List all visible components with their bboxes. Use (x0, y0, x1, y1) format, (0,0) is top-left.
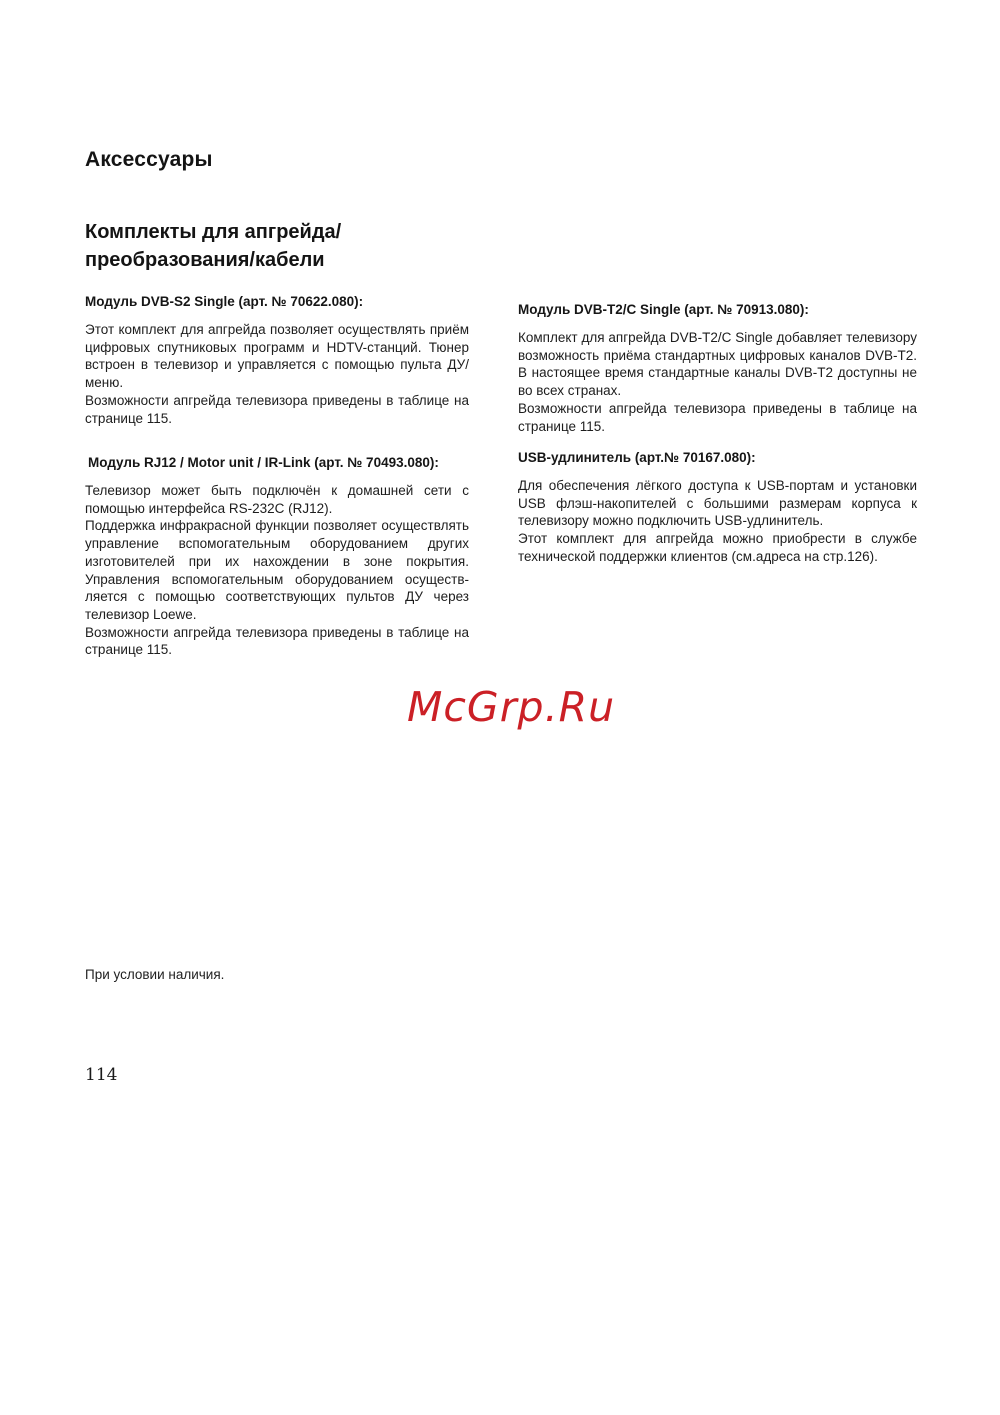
paragraph: Этот комплект для апгрейда позволяет осуществлять приём цифровых спутниковых программ и HDTV-станций. Тюнер встроен в телевизор и управляется с помощью пульта ДУ/меню. (85, 322, 469, 391)
page-title: Аксессуары (85, 148, 213, 171)
page-number: 114 (85, 1065, 118, 1085)
heading-module-dvb-t2c: Модуль DVB-T2/C Single (арт. № 70913.080): (518, 302, 809, 317)
body-module-dvb-t2c (518, 329, 917, 435)
section-group-title (85, 218, 341, 274)
heading-module-rj12: Модуль RJ12 / Motor unit / IR-Link (арт. № 70493.080): (88, 455, 439, 470)
paragraph: Для обеспечения лёгкого доступа к USB-портам и установки USB флэш-накопителей с большими размерам корпуса к телевизору можно подключить USB-удлинитель. (518, 478, 917, 529)
paragraph: Этот комплект для апгрейда можно приобрести в службе технической поддержки клиентов (см.адреса на стр.126). (518, 531, 917, 564)
section-group-title-line1: Комплекты для апгрейда/ (85, 221, 342, 243)
heading-usb-extension: USB-удлинитель (арт.№ 70167.080): (518, 450, 756, 465)
paragraph: Телевизор может быть подключён к домашней сети с помощью интерфейса RS-232C (RJ12). (85, 483, 469, 516)
paragraph: Возможности апгрейда телевизора приведены в таблице на странице 115. (518, 400, 917, 434)
availability-note: При условии наличия. (85, 967, 225, 982)
body-module-dvb-s2 (85, 321, 469, 427)
body-usb-extension (518, 477, 917, 566)
site-watermark: McGrp.Ru (407, 683, 616, 731)
body-module-rj12 (85, 482, 469, 659)
paragraph: Поддержка инфракрасной функции позволяет осуществлять управление вспомогательным оборудованием других изготовителей при их нахождении в зоне покрытия. Управления вспомогательным оборудованием осуществляется с помощью соответствующих пультов ДУ через телевизор Loewe. (85, 518, 469, 622)
paragraph: Возможности апгрейда телевизора приведены в таблице на странице 115. (85, 392, 469, 426)
paragraph: Комплект для апгрейда DVB-T2/C Single добавляет телевизору возможность приёма стандартных цифровых каналов DVB-T2. В настоящее время стандартные каналы DVB-T2 доступны не во всех странах. (518, 330, 917, 399)
heading-module-dvb-s2: Модуль DVB-S2 Single (арт. № 70622.080): (85, 294, 364, 309)
section-group-title-line2: преобразования/кабели (85, 249, 325, 271)
paragraph: Возможности апгрейда телевизора приведены в таблице на странице 115. (85, 624, 469, 658)
